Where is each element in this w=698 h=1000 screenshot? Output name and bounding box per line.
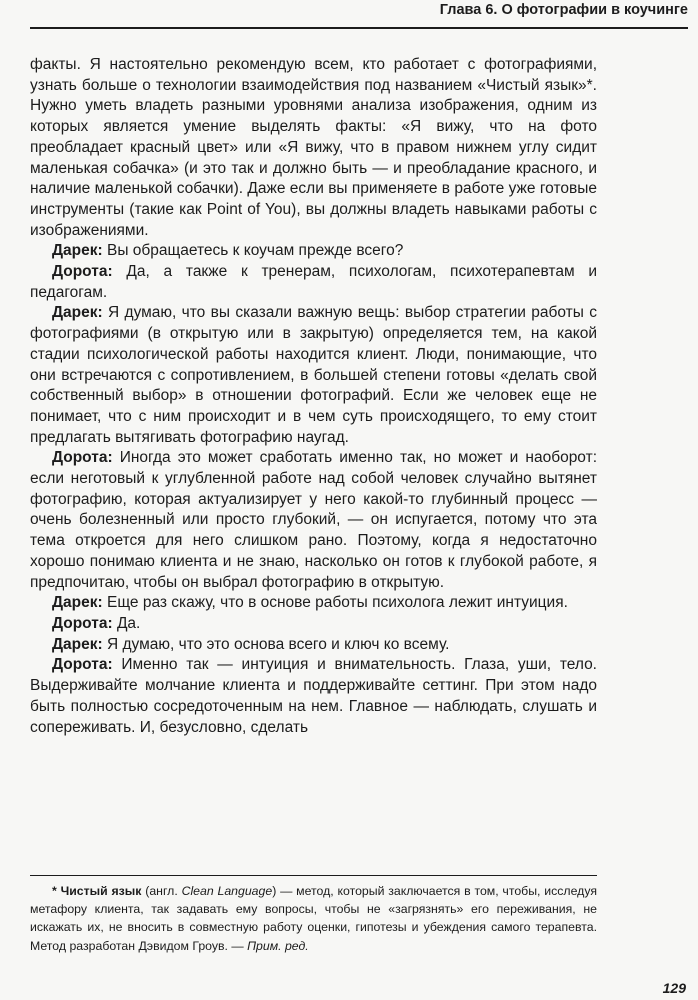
speaker-name: Дарек: [52,304,103,322]
dialogue-paragraph [30,303,597,448]
paragraph-text: Да, а также к тренерам, психологам, психотерапевтам и педагогам. [30,263,597,301]
speaker-name: Дорота: [52,656,113,674]
speaker-name: Дарек: [52,242,103,260]
paragraph-text: Иногда это может сработать именно так, но может и наоборот: если неготовый к углубленной работе над собой человек случайно вытянет фотографию, которая актуализирует у него какой-то глубинный процесс — очень болезненный или просто глубокий, — он испугается, потому что эта тема откроется для него слишком рано. Поэтому, когда я недостаточно хорошо понимаю клиента и не знаю, насколько он готов к глубокой работе, я предпочитаю, чтобы он выбрал фотографию в открытую. [30,449,597,591]
dialogue-paragraph [30,614,597,635]
dialogue-paragraph [30,448,597,593]
dialogue-paragraph [30,635,597,656]
footnote-lang-term: Clean Language [181,884,273,898]
footnote-lang-prefix: (англ. [141,884,182,898]
speaker-name: Дарек: [52,635,103,653]
page-body [30,55,597,738]
paragraph-text: Еще раз скажу, что в основе работы психолога лежит интуиция. [106,594,568,612]
paragraph-text: факты. Я настоятельно рекомендую всем, кто работает с фотографиями, узнать больше о технологии взаимодействия под названием «Чистый язык»*. Нужно уметь владеть разными уровнями анализа изображения, одним из которых является умение выделять факты: «Я вижу, что на фото преобладает красный цвет» или «Я вижу, что в правом нижнем углу сидит маленькая собачка» (и это так и должно быть — и преобладание красного, и наличие маленькой собачки). Даже если вы применяете в работе уже готовые инструменты (такие как Point of You), вы должны владеть навыками работы с изображениями. [30,56,597,239]
footnote-editor-note: Прим. ред. [247,938,309,953]
speaker-name: Дорота: [52,263,113,281]
header-rule [30,27,688,29]
dialogue-paragraph [30,241,597,262]
footnote-text: ) — метод, который заключается в том, чтобы, исследуя метафору клиента, так задавать ему вопросы, чтобы не «загрязнять» его переживания, не искажать их, не вносить в совместную работу оценки, гипотезы и убеждения самого терапевта. Метод разработан Дэвидом Гроув. — [30,884,598,953]
page-number: 129 [662,980,686,996]
speaker-name: Дорота: [52,449,113,467]
footnote-marker: * [52,884,57,898]
paragraph-text: Да. [116,614,141,632]
paragraph [30,55,597,241]
paragraph-text: Вы обращаетесь к коучам прежде всего? [106,242,404,260]
footnote-rule [30,875,597,876]
paragraph-text: Именно так — интуиция и внимательность. Глаза, уши, тело. Выдерживайте молчание клиента и поддерживайте сеттинг. При этом надо быть полностью сосредоточенным на нем. Главное — наблюдать, слушать и сопереживать. И, безусловно, сделать [30,656,597,736]
footnote-term: Чистый язык [60,884,142,898]
speaker-name: Дорота: [52,614,113,632]
speaker-name: Дарек: [52,594,103,612]
paragraph-text: Я думаю, что это основа всего и ключ ко всему. [106,635,450,653]
paragraph-text: Я думаю, что вы сказали важную вещь: выбор стратегии работы с фотографиями (в открытую или в закрытую) определяется тем, на какой стадии психологической работы находится клиент. Люди, понимающие, что они встречаются с сопротивлением, в большей степени готовы «делать свой собственный выбор» в отношении фотографий. Если же человек еще не понимает, что с ним происходит и в чем суть происходящего, то ему стоит предлагать вытягивать фотографию наугад. [30,304,597,446]
chapter-header-title: Глава 6. О фотографии в коучинге [439,2,688,18]
dialogue-paragraph [30,593,597,614]
footnote [30,882,597,955]
dialogue-paragraph [30,262,597,303]
dialogue-paragraph [30,655,597,738]
